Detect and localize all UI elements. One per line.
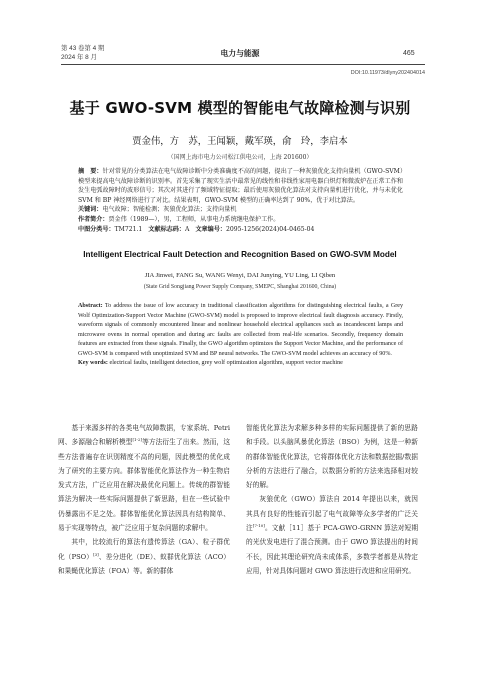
body-paragraph xyxy=(58,421,230,535)
chinese-front-matter xyxy=(78,167,403,234)
body-text: 等方法衍生了出来。然而，这些方法普遍存在识别精度不高的问题，因此模型的优化成为了研究的主要方向。群体智能优化算法作为一种生物启发式方法，广泛应用在解决最优化问题上。传统的群智能算法为解决一些实际问题提供了新思路，但在一些试验中仍暴露出不足之处。群体智能优化算法因具有结构简单、易于实现等特点，被广泛应用于复杂问题的求解中。 xyxy=(58,438,231,533)
body-paragraph xyxy=(246,492,418,578)
citation: [1-2] xyxy=(132,437,143,443)
body-text: 。文献［11］基于 PCA-GWO-GRNN 算法对短期的光伏发电进行了混合预测。由于 GWO 算法提出的时间不长，因此其理论研究尚未成体系，多数学者都是从特定应用，针对具体问题对 GWO 算法进行改进和应用研究。 xyxy=(246,524,419,575)
body-text: 基于来源多样的各类电气故障数据，专家系统、Petri 网、多源融合和解析模型 xyxy=(58,424,230,447)
keywords-chinese xyxy=(78,205,403,215)
body-text: 其中，比较流行的算法有遗传算法（GA）、粒子群优化（PSO） xyxy=(58,538,230,561)
keywords-label: 关键词： xyxy=(78,206,103,214)
article-id-value: 2095-1256(2024)04-0465-04 xyxy=(225,225,315,233)
doc-code-value: A xyxy=(184,225,190,233)
authors-english: JIA Jinwei, FANG Su, WANG Wenyi, DAI Junying, YU Ling, LI Qiben xyxy=(144,272,336,279)
keywords-en-text: electrical faults, intelligent detection, grey wolf optimization algorithm, support vector machine xyxy=(109,360,343,366)
authors-chinese: 贾金伟，方 苏，王闻颖，戴军瑛，俞 玲，李启本 xyxy=(132,136,348,147)
citation: [3] xyxy=(93,551,99,557)
classification-line xyxy=(78,225,403,235)
issue-date: 2024 年 8 月 xyxy=(61,54,97,61)
doc-code-label: 文献标志码： xyxy=(148,225,185,233)
abstract-label: 摘 要： xyxy=(78,168,103,175)
doi: DOI:10.11973/dlyny202404014 xyxy=(350,70,425,76)
abstract-en-text: To address the issue of low accuracy in traditional classification algorithms for distinguishing electrical faults, a Grey Wolf Optimization-Support Vector Machine (GWO-SVM) model is proposed to improve electrical fault diagnosis accuracy. Firstly, waveform signals of commonly encountered linear and nonlinear household electrical appliances such as incandescent lamps and microwave ovens in normal operation and during arc faults are collected from real-life scenarios. Secondly, frequency domain features are extracted from these signals. Finally, the GWO algorithm optimizes the Support Vector Machine, and the performance of GWO-SVM is compared with unoptimized SVM and BP neural networks. The GWO-SVM model achieves an accuracy of 90%. xyxy=(78,303,403,357)
body-paragraph xyxy=(58,535,230,578)
title-chinese: 基于 GWO-SVM 模型的智能电气故障检测与识别 xyxy=(69,99,411,117)
title-english: Intelligent Electrical Fault Detection and Recognition Based on GWO-SVM Model xyxy=(83,250,397,259)
abstract-en-label: Abstract: xyxy=(78,303,103,309)
body-text: 、差分进化（DE）、蚁群优化算法（ACO）和果蝇优化算法（FOA）等。新的群体 xyxy=(58,552,230,575)
keywords-text: 电气故障；智能检测；灰狼优化算法；支持向量机 xyxy=(102,206,237,214)
abstract-english xyxy=(78,302,403,359)
citation: [7-10] xyxy=(252,522,265,528)
abstract-text: 针对常见的分类算法在电气故障诊断中分类准确度不高的问题，提出了一种灰狼优化支持向量机（GWO-SVM）模型来提高电气故障诊断的识别率。首先采集了现实生活中最常见的线性和非线性家用电器白炽灯和微波炉在正常工作和发生电弧故障时的波形信号；其次对其进行了频域特征提取；最后使用灰狼优化算法对支持向量机进行优化，并与未优化 SVM 和 BP 神经网络进行了对比。结果表明，GWO-SVM 模型的正确率达到了 90%，优于对比算法。 xyxy=(78,168,403,204)
keywords-en-label: Key words: xyxy=(78,360,108,366)
english-abstract-block xyxy=(78,302,403,369)
body-paragraph: 智能优化算法为求解多种多样的实际问题提供了新的思路和手段。以头脑风暴优化算法（BSO）为例，这是一种新的群体智能优化算法，它将群体优化方法和数据挖掘/数据分析的方法进行了融合，以数据分析的方法来选择相对较好的解。 xyxy=(246,424,418,490)
body-column-right xyxy=(246,421,418,578)
volume-issue: 第 43 卷第 4 期 xyxy=(61,45,105,52)
affiliation-chinese: （国网上海市电力公司松江供电公司，上海 201600） xyxy=(167,154,313,161)
body-column-left xyxy=(58,421,230,578)
body-text: 灰狼优化（GWO）算法自 2014 年提出以来，就因其具有良好的性能而引起了电气故障等众多学者的广泛关注 xyxy=(246,495,418,533)
article-id-label: 文章编号： xyxy=(195,225,226,233)
keywords-english xyxy=(78,359,403,369)
clc-label: 中图分类号： xyxy=(78,225,115,233)
page-number: 465 xyxy=(403,50,415,57)
clc-value: TM721.1 xyxy=(114,225,143,233)
author-intro-label: 作者简介： xyxy=(78,215,109,223)
affiliation-english: (State Grid Songjiang Power Supply Company, SMEPC, Shanghai 201600, China) xyxy=(143,284,337,290)
abstract-chinese xyxy=(78,167,403,205)
header-rule xyxy=(61,64,425,65)
author-intro-text: 贾金伟（1989—），男，工程师，从事电力系统继电保护工作。 xyxy=(108,215,280,223)
journal-name: 电力与能源 xyxy=(220,49,260,58)
author-intro xyxy=(78,215,403,225)
